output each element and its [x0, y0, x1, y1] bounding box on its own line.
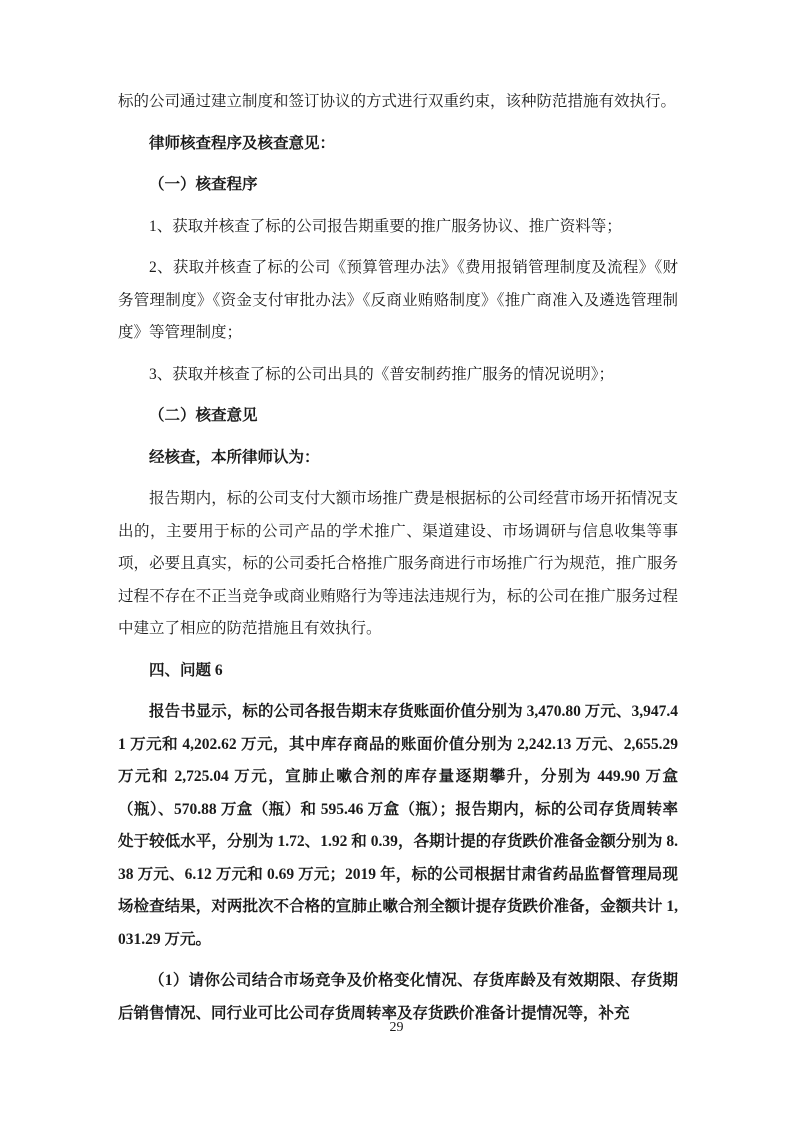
list-item-1: 1、获取并核查了标的公司报告期重要的推广服务协议、推广资料等；: [149, 217, 622, 235]
page-number: 29: [389, 1020, 404, 1035]
heading-verification-procedure: （一）核查程序: [149, 176, 258, 193]
document-body: [118, 86, 678, 1039]
paragraph-carryover: 标的公司通过建立制度和签订协议的方式进行双重约束，该种防范措施有效执行。: [118, 93, 677, 110]
heading-lawyer-verification: 律师核查程序及核查意见：: [149, 134, 336, 152]
paragraph-opinion-body: 报告期内，标的公司支付大额市场推广费是根据标的公司经营市场开拓情况支出的，主要用于标的公司产品的学术推广、渠道建设、市场调研与信息收集等事项，必要且真实，标的公司委托合格推广服务商进行市场推广行为规范，推广服务过程不存在不正当竞争或商业贿赂行为等违法违规行为，标的公司在推广服务过程中建立了相应的防范措施且有效执行。: [118, 490, 678, 637]
paragraph-question-6-body: 报告书显示，标的公司各报告期末存货账面价值分别为 3,470.80 万元、3,947.41 万元和 4,202.62 万元，其中库存商品的账面价值分别为 2,242.13 万元、2,655.29 万元和 2,725.04 万元，宣肺止嗽合剂的库存量逐期攀升，分别为 449.90 万盒（瓶）、570.88 万盒（瓶）和 595.46 万盒（瓶）；报告期内，标的公司存货周转率处于较低水平，分别为 1.72、1.92 和 0.39，各期计提的存货跌价准备金额分别为 8.38 万元、6.12 万元和 0.69 万元；2019 年，标的公司根据甘肃省药品监督管理局现场检查结果，对两批次不合格的宣肺止嗽合剂全额计提存货跌价准备，金额共计 1,031.29 万元。: [118, 703, 678, 948]
paragraph-opinion-lead: 经核查，本所律师认为：: [149, 448, 320, 466]
list-item-3: 3、获取并核查了标的公司出具的《普安制药推广服务的情况说明》；: [149, 365, 615, 383]
heading-question-6: 四、问题 6: [149, 661, 223, 679]
paragraph-question-6-item-1: （1）请你公司结合市场竞争及价格变化情况、存货库龄及有效期限、存货期后销售情况、同行业可比公司存货周转率及存货跌价准备计提情况等，补充: [118, 972, 678, 1022]
heading-verification-opinion: （二）核查意见: [149, 407, 258, 424]
list-item-2: 2、获取并核查了标的公司《预算管理办法》《费用报销管理制度及流程》《财务管理制度》《资金支付审批办法》《反商业贿赂制度》《推广商准入及遴选管理制度》等管理制度；: [118, 259, 678, 341]
